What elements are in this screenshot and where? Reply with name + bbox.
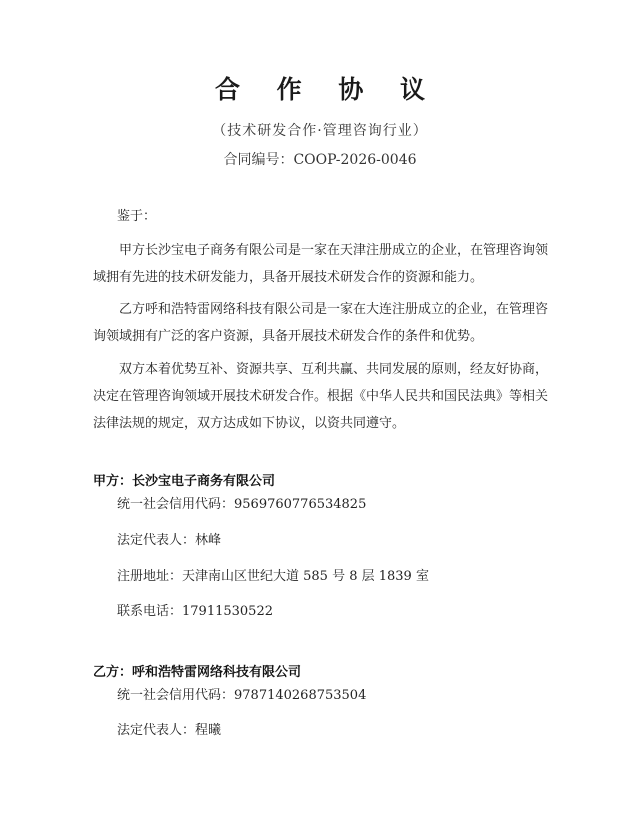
paragraph-party-b-intro: 乙方呼和浩特雷网络科技有限公司是一家在大连注册成立的企业，在管理咨询领域拥有广泛的客户资源，具备开展技术研发合作的条件和优势。 bbox=[93, 302, 549, 344]
paragraph-cooperation-basis: 双方本着优势互补、资源共享、互利共赢、共同发展的原则，经友好协商，决定在管理咨询领域开展技术研发合作。根据《中华人民共和国民法典》等相关法律法规的规定，双方达成如下协议，以资共同遵守。 bbox=[93, 362, 549, 431]
document-subtitle: （技术研发合作·管理咨询行业） bbox=[212, 123, 428, 139]
document-title: 合 作 协 议 bbox=[214, 75, 440, 104]
party-a-address: 注册地址：天津南山区世纪大道 585 号 8 层 1839 室 bbox=[117, 569, 429, 584]
party-a-legal-rep: 法定代表人：林峰 bbox=[117, 533, 222, 548]
party-b-credit-code: 统一社会信用代码：9787140268753504 bbox=[117, 688, 367, 703]
party-a-heading: 甲方：长沙宝电子商务有限公司 bbox=[93, 474, 276, 489]
party-b-heading: 乙方：呼和浩特雷网络科技有限公司 bbox=[93, 665, 302, 680]
paragraph-party-a-intro: 甲方长沙宝电子商务有限公司是一家在天津注册成立的企业，在管理咨询领域拥有先进的技术研发能力，具备开展技术研发合作的资源和能力。 bbox=[93, 243, 549, 285]
party-b-legal-rep: 法定代表人：程曦 bbox=[117, 723, 222, 738]
whereas-label: 鉴于： bbox=[117, 209, 157, 224]
contract-number: 合同编号：COOP-2026-0046 bbox=[223, 152, 417, 168]
party-a-phone: 联系电话：17911530522 bbox=[117, 604, 273, 619]
party-a-credit-code: 统一社会信用代码：9569760776534825 bbox=[117, 497, 367, 512]
